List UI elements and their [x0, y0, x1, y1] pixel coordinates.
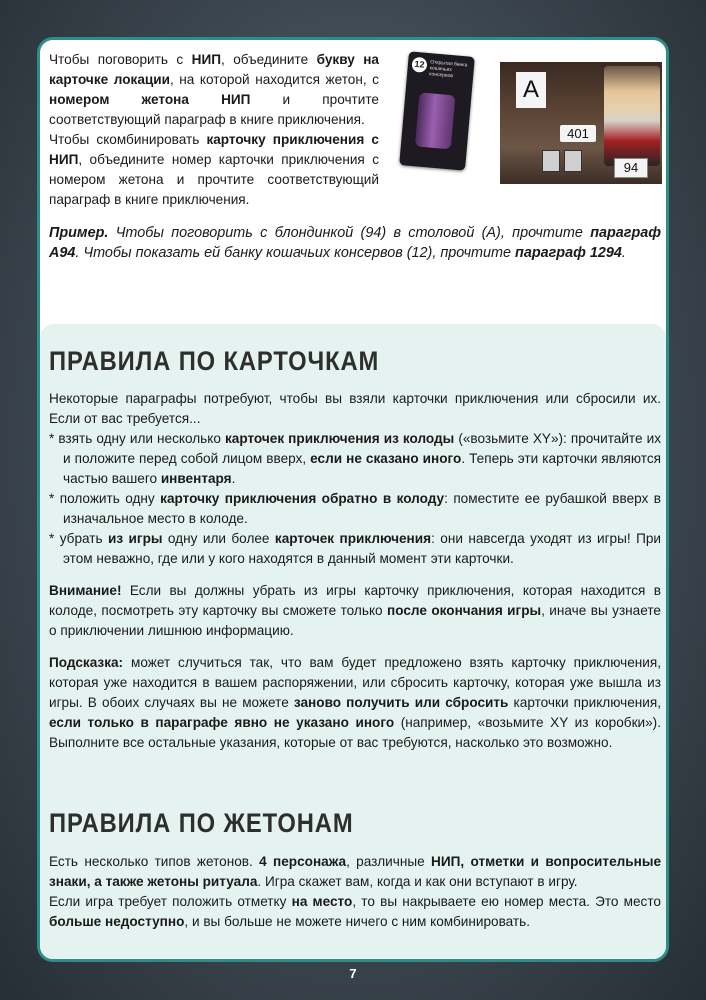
intro-paragraph-combine: Чтобы скомбинировать карточку приключения с НИП, объедините номер карточки приключения с номером жетона и прочтите соответствующий параграф в книге приключения. — [49, 132, 379, 207]
bullet-take-cards: * взять одну или несколько карточек приключения из колоды («возьмите XY»): прочитайте их и положите перед собой лицом вверх, если не сказано иного. Теперь эти карточки являются частью вашего инвентаря. — [49, 431, 661, 486]
token-94: 94 — [614, 158, 648, 178]
hint-paragraph: Подсказка: может случиться так, что вам будет предложено взять карточку приключения, которая уже находится в вашем распоряжении, или сбросить карточку, которая уже вышла из игры. В обоих случаях вы не можете заново получить или сбросить карточки приключения, если только в параграфе явно не указано иного (например, «возьмите XY из коробки»). Выполните все остальные указания, которые от вас требуются, насколько это возможно. — [49, 655, 662, 750]
tokens-marker-paragraph: Если игра требует положить отметку на место, то вы накрываете ею номер места. Это место больше недоступно, и вы больше не можете ничего с ним комбинировать. — [49, 894, 661, 929]
example-paragraph: Пример. Чтобы поговорить с блондинкой (94) в столовой (A), прочтите параграф A94. Чтобы показать ей банку кошачьих консервов (12), прочтите параграф 1294. — [49, 225, 661, 261]
rules-section — [40, 324, 666, 962]
card-number: 12 — [411, 57, 427, 73]
page-number: 7 — [349, 966, 357, 981]
warning-paragraph: Внимание! Если вы должны убрать из игры карточку приключения, которая находится в колоде, посмотреть эту карточку вы сможете только после окончания игры, иначе вы узнаете о приключении лишнюю информацию. — [49, 583, 661, 638]
token-401: 401 — [560, 125, 596, 142]
blonde-npc-illustration — [604, 66, 660, 166]
bullet-remove-cards: * убрать из игры одну или более карточек приключения: они навсегда уходят из игры! При этом неважно, где или у кого находятся в данный момент эти карточки. — [49, 531, 662, 566]
tokens-rules-heading: ПРАВИЛА ПО ЖЕТОНАМ — [49, 808, 354, 838]
cards-intro: Некоторые параграфы потребуют, чтобы вы взяли карточки приключения или сбросили их. Если от вас требуется... — [49, 391, 661, 426]
cat-food-can-illustration — [415, 92, 456, 149]
page-panel — [37, 37, 669, 962]
portrait-frames — [542, 150, 602, 172]
cards-rules-body — [49, 389, 661, 753]
bullet-return-card: * положить одну карточку приключения обратно в колоду: поместите ее рубашкой вверх в изначальное место в колоде. — [49, 491, 661, 526]
card-title: Открытая банка кошачьих консервов — [428, 59, 468, 80]
tokens-types-paragraph: Есть несколько типов жетонов. 4 персонажа, различные НИП, отметки и вопросительные знаки, а также жетоны ритуала. Игра скажет вам, когда и как они вступают в игру. — [49, 854, 662, 889]
cards-rules-heading: ПРАВИЛА ПО КАРТОЧКАМ — [49, 346, 380, 376]
intro-paragraph-npc: Чтобы поговорить с НИП, объедините букву на карточке локации, на которой находится жетон, с номером жетона НИП и прочтите соответствующий параграф в книге приключения. — [49, 52, 379, 127]
intro-text — [49, 50, 379, 210]
adventure-card-image — [399, 51, 475, 170]
location-letter: A — [516, 72, 546, 108]
location-scene-image — [500, 62, 662, 184]
tokens-rules-body — [49, 852, 661, 932]
